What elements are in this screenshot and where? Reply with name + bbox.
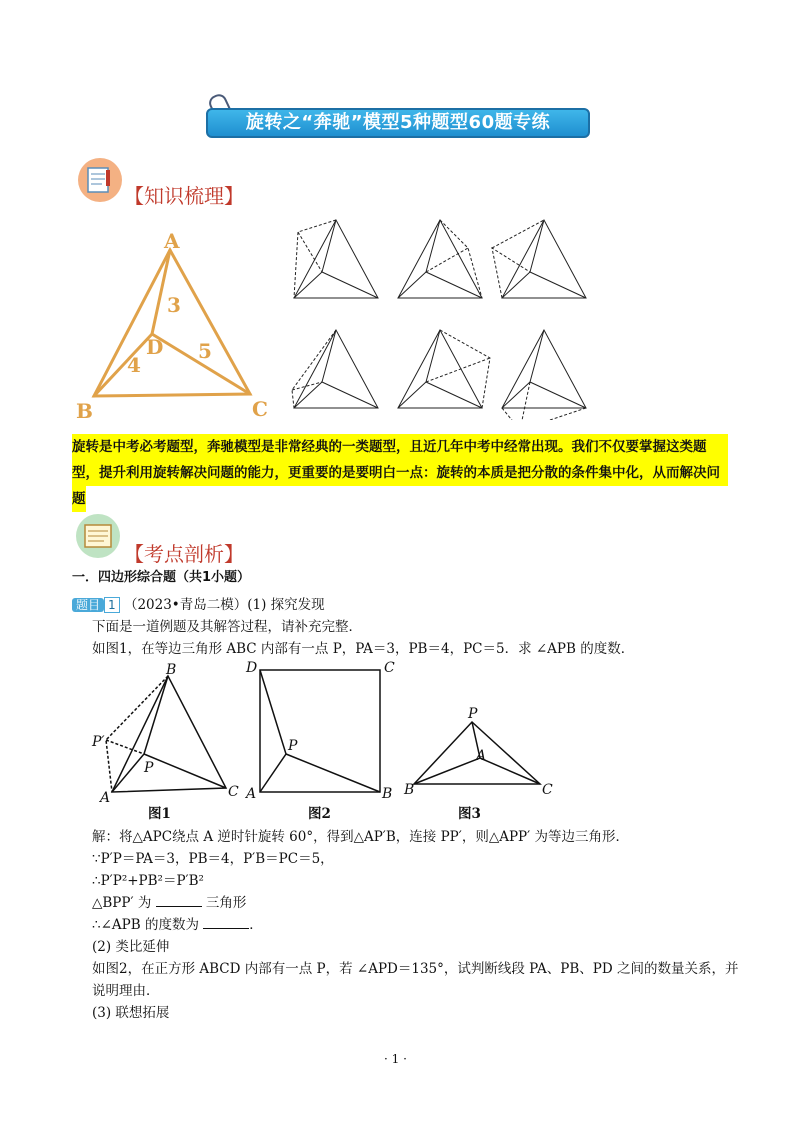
svg-text:A: A bbox=[246, 786, 257, 802]
svg-text:4: 4 bbox=[127, 353, 141, 377]
svg-text:P: P bbox=[468, 706, 478, 722]
solution-line-5-end: ． bbox=[249, 917, 263, 933]
problem-header bbox=[72, 594, 325, 616]
svg-text:A: A bbox=[100, 790, 111, 806]
document-icon bbox=[76, 514, 120, 558]
svg-text:B: B bbox=[166, 662, 177, 678]
solution-line-5-start: ∴∠APB 的度数为 bbox=[92, 917, 199, 933]
svg-text:B: B bbox=[404, 782, 415, 798]
rotation-diagrams bbox=[282, 208, 604, 420]
heading: 一．四边形综合题（共1小题） bbox=[72, 570, 251, 585]
solution-line-3: ∴P′P²+PB²＝P′B² bbox=[92, 873, 204, 889]
answer-blank-1[interactable] bbox=[156, 906, 202, 907]
intro-line-3: 题 bbox=[72, 486, 86, 512]
svg-text:3: 3 bbox=[167, 293, 181, 317]
svg-text:D: D bbox=[246, 660, 258, 676]
figure-caption-3: 图3 bbox=[458, 806, 481, 822]
part2-line-1: 如图2，在正方形 ABCD 内部有一点 P，若 ∠APD＝135°，试判断线段 PA、PB、PD 之间的数量关系，并 bbox=[92, 961, 739, 977]
notebook-icon bbox=[78, 158, 122, 202]
part3-title: (3) 联想拓展 bbox=[92, 1005, 170, 1021]
svg-text:P: P bbox=[288, 738, 298, 754]
problem-tag: 题目 bbox=[72, 598, 104, 612]
solution-line-4-end: 三角形 bbox=[205, 895, 247, 911]
document-icon-art bbox=[76, 514, 120, 558]
solution-line-1: 解：将△APC绕点 A 逆时针旋转 60°，得到△AP′B，连接 PP′，则△APP′ 为等边三角形． bbox=[92, 829, 629, 845]
figure-caption-1: 图1 bbox=[148, 806, 171, 822]
problem-line-2: 如图1，在等边三角形 ABC 内部有一点 P，PA＝3，PB＝4，PC＝5．求 ∠APB 的度数． bbox=[92, 641, 635, 657]
problem-number: 1 bbox=[104, 597, 120, 613]
intro-line-1: 旋转是中考必考题型，奔驰模型是非常经典的一类题型，且近几年中考中经常出现。我们不仅要掌握这类题 bbox=[72, 434, 728, 460]
svg-text:C: C bbox=[228, 784, 239, 800]
svg-text:A: A bbox=[164, 229, 180, 253]
svg-text:5: 5 bbox=[198, 339, 212, 363]
figure-caption-2: 图2 bbox=[308, 806, 331, 822]
section-title-knowledge: 【知识梳理】 bbox=[124, 184, 244, 208]
problem-line-1: 下面是一道例题及其解答过程，请补充完整． bbox=[92, 619, 362, 635]
solution-line-4 bbox=[92, 892, 246, 914]
solution-line-2: ∵P′P＝PA＝3，PB＝4，P′B＝PC＝5， bbox=[92, 851, 334, 867]
intro-line-2: 型，提升利用旋转解决问题的能力，更重要的是要明白一点：旋转的本质是把分散的条件集中化，从而解决问 bbox=[72, 460, 728, 486]
answer-blank-2[interactable] bbox=[203, 928, 249, 929]
hand-drawn-figure bbox=[72, 226, 282, 426]
svg-text:P′: P′ bbox=[92, 734, 105, 750]
svg-text:C: C bbox=[384, 660, 395, 676]
svg-text:A: A bbox=[476, 748, 487, 764]
problem-figures bbox=[86, 660, 566, 822]
svg-text:D: D bbox=[146, 335, 164, 359]
svg-text:C: C bbox=[542, 782, 553, 798]
page-title: 旋转之“奔驰”模型5种题型60题专练 bbox=[206, 108, 590, 138]
svg-text:C: C bbox=[252, 397, 268, 421]
svg-text:B: B bbox=[382, 786, 393, 802]
svg-text:B: B bbox=[76, 399, 93, 423]
part2-title: (2) 类比延伸 bbox=[92, 939, 170, 955]
part2-line-2: 说明理由． bbox=[92, 983, 160, 999]
solution-line-5 bbox=[92, 914, 263, 936]
solution-line-4-start: △BPP′ 为 bbox=[92, 895, 152, 911]
svg-text:P: P bbox=[144, 760, 154, 776]
section-title-analysis: 【考点剖析】 bbox=[124, 542, 244, 566]
page-number: · 1 · bbox=[384, 1052, 407, 1066]
notebook-icon-art bbox=[78, 158, 122, 202]
problem-source: （2023•青岛二模）(1) 探究发现 bbox=[123, 597, 325, 613]
